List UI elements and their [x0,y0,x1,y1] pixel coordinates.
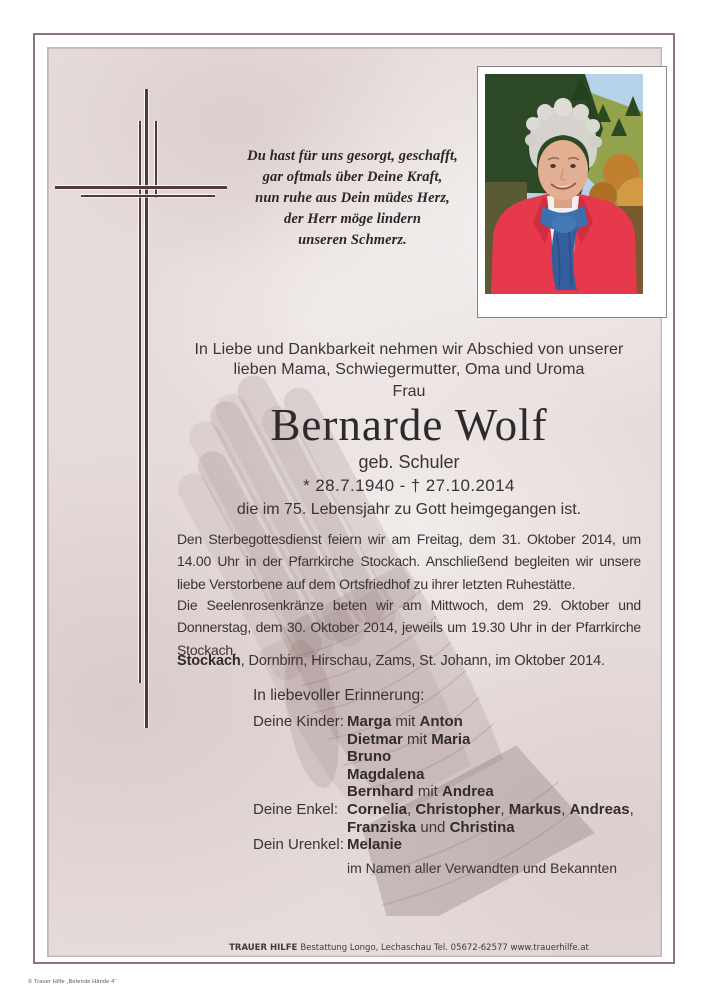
family-row-names: Cornelia, Christopher, Markus, Andreas, [347,800,634,818]
funeral-home-footer [177,943,641,953]
poem-line: unseren Schmerz. [298,232,407,248]
family-row [253,783,634,801]
family-row-label [253,748,347,766]
family-row-names: Dietmar mit Maria [347,730,471,748]
portrait-photo [477,66,667,318]
cities-line: Stockach, Dornbirn, Hirschau, Zams, St. Johann, im Oktober 2014. [177,653,605,669]
family-row-label [253,766,347,784]
remembrance-rows [253,713,634,854]
family-row-label [253,731,347,749]
family-row [253,731,634,749]
family-row-label: Dein Urenkel: [253,836,344,854]
maiden-name: geb. Schuler [358,452,460,472]
passing-line: die im 75. Lebensjahr zu Gott heimgegangen ist. [236,501,582,518]
poem-line: nun ruhe aus Dein müdes Herz, [255,190,450,206]
intro-line-1: In Liebe und Dankbarkeit nehmen wir Abschied von unserer [194,341,624,358]
intro-line-2: lieben Mama, Schwiegermutter, Oma und Uroma [233,361,585,378]
cross-vertical-main [145,89,148,728]
funeral-home-brand: TRAUER HILFE [229,943,298,953]
family-row [253,748,634,766]
intro-lines [177,340,641,380]
closing-line: im Namen aller Verwandten und Bekannten [347,860,618,876]
family-row-label: Deine Enkel: [253,800,339,818]
portrait-photo-image [485,74,643,294]
family-row-label [253,783,347,801]
rosary-paragraph: Die Seelenrosenkränze beten wir am Mittwoch, dem 29. Oktober und Donnerstag, dem 30. Oktober 2014, jeweils um 19.30 Uhr in der Pfarrkirche Stockach. [177,597,641,658]
salutation: Frau [392,383,426,400]
life-dates: * 28.7.1940 - † 27.10.2014 [303,476,515,495]
service-paragraph: Den Sterbegottesdienst feiern wir am Freitag, dem 31. Oktober 2014, um 14.00 Uhr in der Pfarrkirche Stockach. Anschließend begleiten wir unsere liebe Verstorbene auf dem Ortsfriedhof zu ihrer letzten Ruhestätte. [177,531,641,592]
poem-line: Du hast für uns gesorgt, geschafft, [247,148,458,164]
remembrance-heading: In liebevoller Erinnerung: [253,687,425,704]
family-row-names: Bernhard mit Andrea [347,783,494,801]
copyright-note: © Trauer Hilfe „Betende Hände 4“ [28,979,117,985]
family-row [253,836,634,854]
family-row-names: Melanie [347,836,403,854]
family-row [253,819,634,837]
poem-line: der Herr möge lindern [283,211,422,227]
family-row [253,801,634,819]
poem-line: gar oftmals über Deine Kraft, [262,169,443,185]
family-row-names: Marga mit Anton [347,713,463,730]
family-row [253,713,634,731]
deceased-name: Bernarde Wolf [270,400,548,450]
family-row-names: Bruno [347,748,392,766]
family-row-names: Magdalena [347,765,425,783]
family-row-label [253,819,347,837]
funeral-home-info: Bestattung Longo, Lechaschau Tel. 05672-62577 www.trauerhilfe.at [300,943,589,953]
family-row-label: Deine Kinder: [253,713,344,730]
cross-vertical-left [139,121,141,683]
family-row-names: Franziska und Christina [347,818,515,836]
family-row [253,766,634,784]
